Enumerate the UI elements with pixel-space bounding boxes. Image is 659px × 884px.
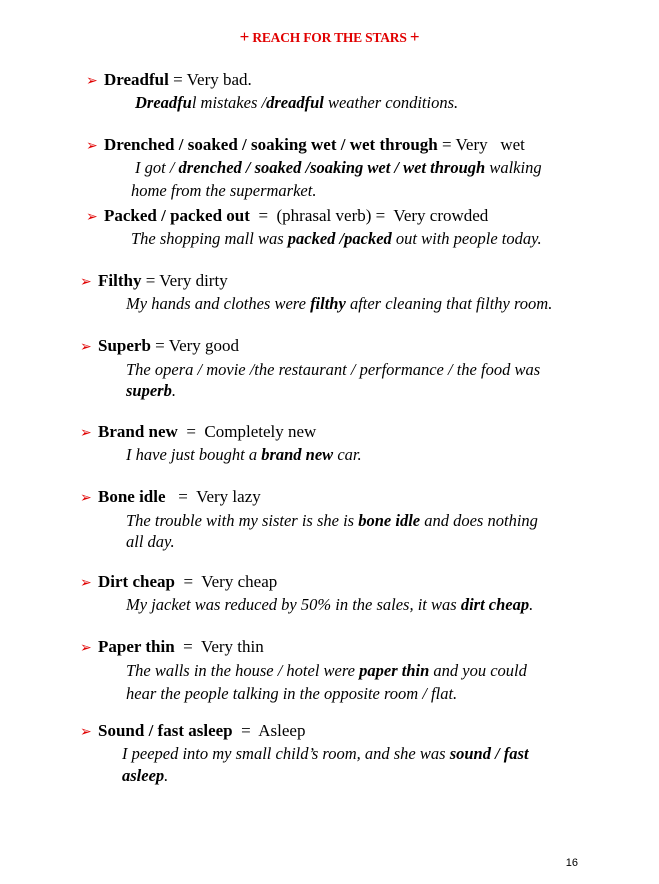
header-title: REACH FOR THE STARS (252, 30, 407, 45)
example-text: and does nothing (420, 511, 538, 530)
entry-example-continued (126, 380, 176, 402)
example-text: all day. (126, 532, 175, 551)
example-keyword: filthy (310, 294, 346, 313)
entry-term-line (80, 571, 277, 594)
example-text: The walls in the house / hotel were (126, 661, 360, 680)
arrow-bullet-icon: ➢ (80, 724, 92, 740)
entry-term: Dirt cheap (98, 572, 175, 591)
example-text: My hands and clothes were (126, 294, 311, 313)
entry-term: Paper thin (98, 637, 175, 656)
example-text: car. (333, 445, 362, 464)
example-keyword: bone idle (358, 511, 421, 530)
entry-term: Sound / fast asleep (98, 721, 233, 740)
entry-example (126, 359, 540, 381)
entry-term: Packed / packed out (104, 206, 250, 225)
entry-term-line (80, 636, 264, 659)
example-keyword: superb (126, 381, 172, 400)
arrow-bullet-icon: ➢ (80, 575, 92, 591)
entry-definition: = Very wet (437, 135, 525, 154)
entry-example (135, 157, 542, 179)
entry-definition: = Completely new (177, 422, 317, 441)
entry-example (135, 92, 458, 114)
example-keyword: paper thin (359, 661, 430, 680)
entry-definition: = Very lazy (165, 487, 261, 506)
entry-definition: = Very good (150, 336, 240, 355)
example-keyword: dirt cheap (460, 595, 530, 614)
entry-definition: = Very bad. (168, 70, 252, 89)
example-keyword: sound / fast (449, 744, 529, 763)
example-keyword: packed /packed (287, 229, 392, 248)
example-keyword: asleep (122, 766, 165, 785)
entry-term-line (80, 335, 239, 358)
entry-definition: = Very thin (174, 637, 264, 656)
arrow-bullet-icon: ➢ (86, 209, 98, 225)
entry-example-continued (122, 765, 168, 787)
entry-example (126, 660, 527, 682)
example-keyword: drenched / soaked /soaking wet / wet through (178, 158, 486, 177)
example-text: . (171, 381, 176, 400)
entry-term: Drenched / soaked / soaking wet / wet through (104, 135, 438, 154)
example-text: My jacket was reduced by 50% in the sales, it was (126, 595, 461, 614)
example-text: weather conditions. (323, 93, 459, 112)
entry-definition: = (phrasal verb) = Very crowded (249, 206, 489, 225)
entry-example (126, 444, 362, 466)
entry-example (131, 228, 542, 250)
example-text: l mistakes / (191, 93, 267, 112)
cross-right-icon: + (409, 27, 420, 46)
example-text: . (529, 595, 534, 614)
example-text: out with people today. (391, 229, 542, 248)
example-text: and you could (429, 661, 527, 680)
entry-example (126, 293, 552, 315)
entry-term: Bone idle (98, 487, 166, 506)
example-keyword: Dreadfu (135, 93, 192, 112)
example-text: I peeped into my small child’s room, and she was (122, 744, 450, 763)
arrow-bullet-icon: ➢ (86, 138, 98, 154)
example-text: home from the supermarket. (131, 181, 317, 200)
entry-term-line (80, 720, 305, 743)
cross-left-icon: + (239, 27, 250, 46)
example-text: I have just bought a (126, 445, 262, 464)
entry-term-line (86, 69, 252, 92)
example-text: walking (485, 158, 542, 177)
page-number: 16 (565, 857, 578, 869)
arrow-bullet-icon: ➢ (86, 73, 98, 89)
entry-term: Brand new (98, 422, 178, 441)
entry-term: Superb (98, 336, 151, 355)
entry-example-continued (131, 180, 316, 202)
example-text: . (164, 766, 169, 785)
entry-example-continued (126, 531, 175, 553)
entry-term-line (80, 486, 261, 509)
example-text: The opera / movie /the restaurant / performance / the food was (126, 360, 541, 379)
entry-example-continued (126, 683, 457, 705)
arrow-bullet-icon: ➢ (80, 640, 92, 656)
example-text: I got / (135, 158, 179, 177)
page-header (0, 27, 659, 47)
example-keyword: dreadful (266, 93, 324, 112)
example-text: after cleaning that filthy room. (345, 294, 553, 313)
entry-example (126, 510, 538, 532)
entry-example (126, 594, 533, 616)
example-text: The shopping mall was (131, 229, 288, 248)
arrow-bullet-icon: ➢ (80, 425, 92, 441)
entry-term-line (86, 134, 525, 157)
arrow-bullet-icon: ➢ (80, 490, 92, 506)
arrow-bullet-icon: ➢ (80, 339, 92, 355)
entry-definition: = Asleep (232, 721, 306, 740)
example-text: hear the people talking in the opposite room / flat. (126, 684, 458, 703)
example-text: The trouble with my sister is she is (126, 511, 359, 530)
entry-term-line (80, 270, 228, 293)
entry-definition: = Very dirty (141, 271, 228, 290)
example-keyword: brand new (261, 445, 334, 464)
entry-definition: = Very cheap (174, 572, 278, 591)
entry-term-line (80, 421, 316, 444)
entry-term: Filthy (98, 271, 142, 290)
entry-term: Dreadful (104, 70, 169, 89)
arrow-bullet-icon: ➢ (80, 274, 92, 290)
entry-term-line (86, 205, 488, 228)
entry-example (122, 743, 529, 765)
